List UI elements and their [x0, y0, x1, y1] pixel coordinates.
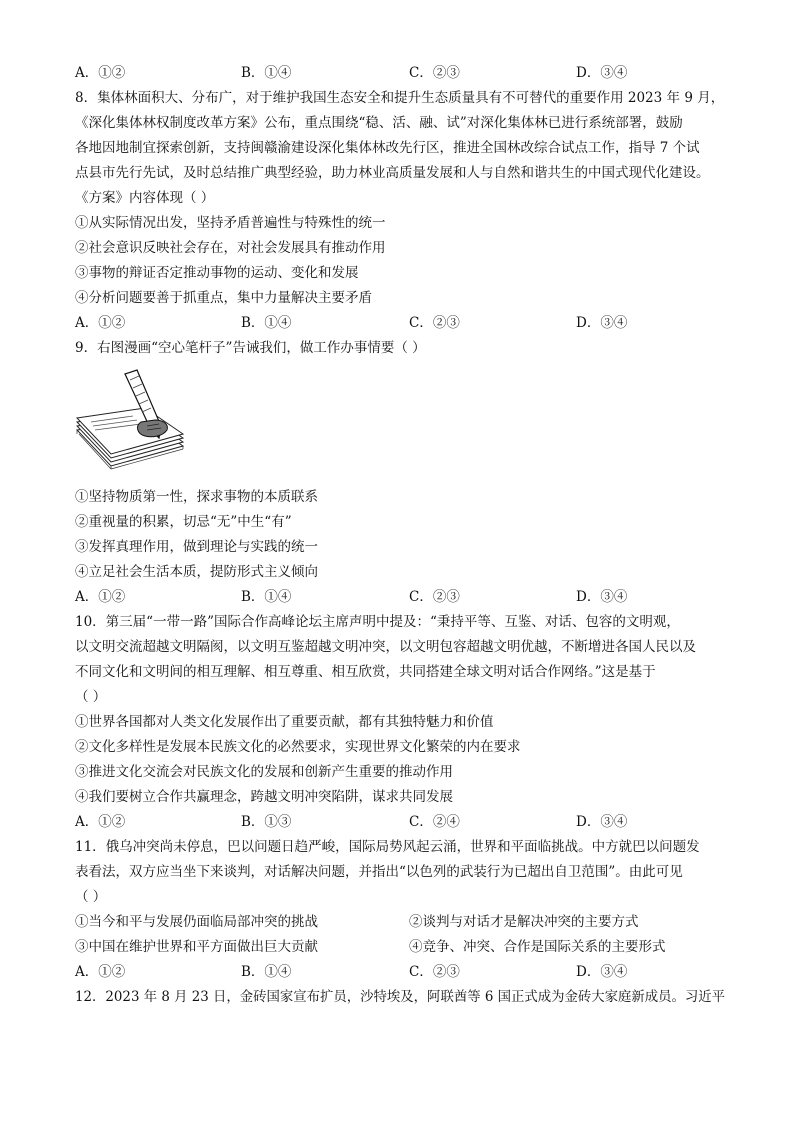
q9-options	[75, 588, 725, 606]
q8-item: ③事物的辩证否定推动事物的运动、变化和发展	[75, 265, 359, 281]
q10-item: ②文化多样性是发展本民族文化的必然要求，实现世界文化繁荣的内在要求	[75, 739, 521, 755]
option-c[interactable]: C．②③	[409, 589, 460, 605]
q8-options	[75, 314, 725, 332]
q8-item: ①从实际情况出发，坚持矛盾普遍性与特殊性的统一	[75, 215, 386, 231]
q10-stem-line: 以文明交流超越文明隔阂，以文明互鉴超越文明冲突，以文明包容超越文明优越，不断增进各国人民以及	[75, 639, 696, 655]
option-c[interactable]: C．②③	[409, 315, 460, 331]
option-d[interactable]: D．③④	[576, 964, 628, 980]
option-c[interactable]: C．②④	[409, 814, 460, 830]
option-d[interactable]: D．③④	[576, 589, 628, 605]
option-c[interactable]: C．②③	[409, 65, 460, 81]
q8-stem-line: 《方案》内容体现（ ）	[75, 190, 215, 206]
q11-stem-line: （ ）	[75, 889, 107, 905]
q8-stem-line: 各地因地制宜探索创新，支持闽赣渝建设深化集体林改先行区，推进全国林改综合试点工作，指导 7 个试	[75, 140, 700, 156]
option-d[interactable]: D．③④	[576, 814, 628, 830]
option-b[interactable]: B．①④	[241, 964, 292, 980]
q11-item: ③中国在维护世界和平方面做出巨大贡献	[75, 939, 318, 955]
option-d[interactable]: D．③④	[576, 315, 628, 331]
option-b[interactable]: B．①④	[241, 65, 292, 81]
q11-item: ④竞争、冲突、合作是国际关系的主要形式	[409, 939, 666, 955]
q9-item: ③发挥真理作用，做到理论与实践的统一	[75, 539, 318, 555]
option-b[interactable]: B．①④	[241, 589, 292, 605]
q12-stem-line: 12．2023 年 8 月 23 日，金砖国家宣布扩员，沙特埃及，阿联酋等 6 国正式成为金砖大家庭新成员。习近平	[75, 989, 726, 1005]
q10-item: ③推进文化交流会对民族文化的发展和创新产生重要的推动作用	[75, 764, 453, 780]
option-b[interactable]: B．①③	[241, 814, 292, 830]
option-a[interactable]: A．①②	[75, 315, 126, 331]
q7-options	[75, 64, 725, 82]
hollow-pen-cartoon	[75, 368, 187, 473]
q10-options	[75, 813, 725, 831]
q11-item: ②谈判与对话才是解决冲突的主要方式	[409, 914, 639, 930]
q10-stem-line: （ ）	[75, 689, 107, 705]
q11-item: ①当今和平与发展仍面临局部冲突的挑战	[75, 914, 318, 930]
q10-item: ④我们要树立合作共赢理念，跨越文明冲突陷阱，谋求共同发展	[75, 789, 453, 805]
q9-stem: 9．右图漫画“空心笔杆子”告诫我们，做工作办事情要（ ）	[75, 340, 426, 356]
q8-stem-line: 点县市先行先试，及时总结推广典型经验，助力林业高质量发展和人与自然和谐共生的中国式现代化建设。	[75, 165, 710, 181]
q8-item: ④分析问题要善于抓重点，集中力量解决主要矛盾	[75, 290, 372, 306]
q8-stem-line: 8．集体林面积大、分布广，对于维护我国生态安全和提升生态质量具有不可替代的重要作用 2023 年 9 月，	[75, 90, 725, 106]
q10-stem-line: 10．第三届“一带一路”国际合作高峰论坛主席声明中提及：“秉持平等、互鉴、对话、包容的文明观，	[75, 614, 680, 630]
q11-stem-line: 11．俄乌冲突尚未停息，巴以问题日趋严峻，国际局势风起云涌，世界和平面临挑战。中方就巴以问题发	[75, 839, 700, 855]
q11-options	[75, 963, 725, 981]
option-a[interactable]: A．①②	[75, 964, 126, 980]
option-c[interactable]: C．②③	[409, 964, 460, 980]
option-a[interactable]: A．①②	[75, 814, 126, 830]
q8-stem-line: 《深化集体林权制度改革方案》公布，重点围绕“稳、活、融、试”对深化集体林已进行系统部署，鼓励	[75, 115, 683, 131]
q10-stem-line: 不同文化和文明间的相互理解、相互尊重、相互欣赏，共同搭建全球文明对话合作网络。”这是基于	[75, 664, 656, 680]
q9-item: ①坚持物质第一性，探求事物的本质联系	[75, 489, 318, 505]
q9-item: ④立足社会生活本质，提防形式主义倾向	[75, 564, 318, 580]
option-a[interactable]: A．①②	[75, 589, 126, 605]
q9-item: ②重视量的积累，切忌“无”中生“有”	[75, 514, 292, 530]
option-a[interactable]: A．①②	[75, 65, 126, 81]
option-b[interactable]: B．①④	[241, 315, 292, 331]
q10-item: ①世界各国都对人类文化发展作出了重要贡献，都有其独特魅力和价值	[75, 714, 494, 730]
option-d[interactable]: D．③④	[576, 65, 628, 81]
q8-item: ②社会意识反映社会存在，对社会发展具有推动作用	[75, 240, 386, 256]
q11-stem-line: 表看法，双方应当坐下来谈判，对话解决问题，并指出“以色列的武装行为已超出自卫范围”。由此可见	[75, 864, 683, 880]
